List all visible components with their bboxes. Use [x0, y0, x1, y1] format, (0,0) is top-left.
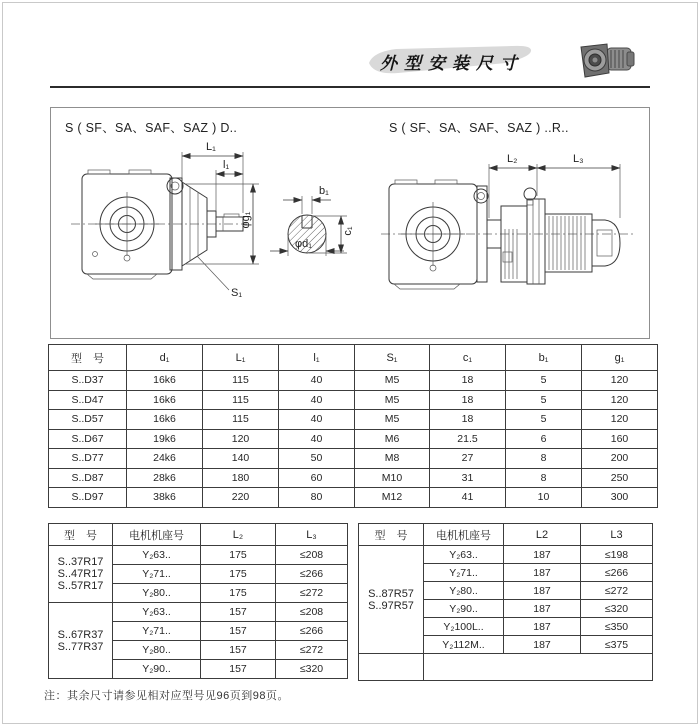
- cell: S..D67: [49, 429, 127, 449]
- cell: 180: [203, 468, 279, 488]
- column-header: 型 号: [49, 524, 113, 546]
- cell: 40: [279, 390, 355, 410]
- column-header: l₁: [279, 345, 355, 371]
- cell: 115: [203, 390, 279, 410]
- left-diagram: [57, 134, 369, 334]
- empty-row: [359, 654, 653, 681]
- page-title: 外型安装尺寸: [380, 54, 524, 73]
- cell: 157: [201, 622, 276, 641]
- cell: 175: [201, 565, 276, 584]
- cell: 187: [504, 618, 581, 636]
- column-header: L3: [581, 524, 653, 546]
- dim-label-g1: φg₁: [240, 211, 252, 229]
- dim-label-L1: L₁: [206, 141, 216, 153]
- column-header: g₁: [582, 345, 658, 371]
- right-section-title: S ( SF、SA、SAF、SAZ ) ..R..: [389, 121, 569, 135]
- cell: ≤208: [276, 546, 348, 565]
- dim-label-L3: L₃: [573, 153, 584, 165]
- cell: Y₂90..: [424, 600, 504, 618]
- cell: Y₂90..: [113, 660, 201, 679]
- cell: 157: [201, 641, 276, 660]
- column-header: 电机机座号: [424, 524, 504, 546]
- cell: 41: [430, 488, 506, 508]
- cell: 18: [430, 390, 506, 410]
- model-cell: [49, 546, 113, 603]
- cell: ≤272: [276, 641, 348, 660]
- column-header: L₂: [201, 524, 276, 546]
- motor-frame-table-left: [48, 523, 348, 679]
- cell: S..D57: [49, 410, 127, 430]
- cell: 60: [279, 468, 355, 488]
- cell: 300: [582, 488, 658, 508]
- cell: 120: [582, 371, 658, 391]
- cell: M5: [355, 390, 430, 410]
- table-row: [359, 546, 653, 564]
- model-label: S..57R17: [57, 580, 104, 592]
- cell: 175: [201, 584, 276, 603]
- column-header: S₁: [355, 345, 430, 371]
- cell: S..D47: [49, 390, 127, 410]
- model-cell: [49, 603, 113, 679]
- header-divider: [50, 86, 650, 88]
- cell: 50: [279, 449, 355, 469]
- cell: 40: [279, 429, 355, 449]
- cell: 187: [504, 564, 581, 582]
- column-header: L2: [504, 524, 581, 546]
- cell: 187: [504, 636, 581, 654]
- column-header: b₁: [506, 345, 582, 371]
- cell: M5: [355, 371, 430, 391]
- table-row: [49, 468, 658, 488]
- cell: 24k6: [127, 449, 203, 469]
- table-row: [49, 488, 658, 508]
- diagram-panel: [50, 107, 650, 339]
- column-header: L₁: [203, 345, 279, 371]
- left-section-title: S ( SF、SA、SAF、SAZ ) D..: [65, 121, 238, 135]
- main-dimension-table: [48, 344, 658, 508]
- cell: Y₂71..: [113, 622, 201, 641]
- cell: 38k6: [127, 488, 203, 508]
- table-row: [49, 429, 658, 449]
- cell: M10: [355, 468, 430, 488]
- cell: S..D77: [49, 449, 127, 469]
- gearmotor-photo: [577, 39, 637, 81]
- cell: ≤198: [581, 546, 653, 564]
- column-header: 型 号: [49, 345, 127, 371]
- cell: 16k6: [127, 390, 203, 410]
- cell: ≤375: [581, 636, 653, 654]
- cell: 21.5: [430, 429, 506, 449]
- cell: Y₂63..: [424, 546, 504, 564]
- cell: 157: [201, 603, 276, 622]
- model-label: S..67R37: [57, 628, 104, 641]
- cell: Y₂80..: [424, 582, 504, 600]
- cell: Y₂80..: [113, 584, 201, 603]
- cell: 120: [203, 429, 279, 449]
- cell: 18: [430, 371, 506, 391]
- cell: 6: [506, 429, 582, 449]
- cell: 5: [506, 390, 582, 410]
- cell: 28k6: [127, 468, 203, 488]
- footnote: 注：其余尺寸请参见相对应型号见96页到98页。: [44, 690, 289, 702]
- cell: 18: [430, 410, 506, 430]
- motor-frame-table-right: [358, 523, 653, 681]
- cell: ≤350: [581, 618, 653, 636]
- cell: M12: [355, 488, 430, 508]
- table-row: [49, 410, 658, 430]
- cell: Y₂100L..: [424, 618, 504, 636]
- cell: S..D37: [49, 371, 127, 391]
- table-row: [49, 546, 348, 565]
- cell: 5: [506, 371, 582, 391]
- model-label: S..47R17: [57, 568, 104, 580]
- cell: S..D97: [49, 488, 127, 508]
- dim-label-S1: S₁: [231, 287, 243, 299]
- cell: 16k6: [127, 371, 203, 391]
- dim-label-l1: l₁: [223, 159, 230, 171]
- cell: 220: [203, 488, 279, 508]
- column-header: d₁: [127, 345, 203, 371]
- cell: Y₂112M..: [424, 636, 504, 654]
- cell: 120: [582, 390, 658, 410]
- cell: 115: [203, 410, 279, 430]
- cell: 27: [430, 449, 506, 469]
- cell: ≤272: [276, 584, 348, 603]
- dim-label-L2: L₂: [507, 153, 518, 165]
- dim-label-b1: b₁: [319, 185, 329, 197]
- cell: 5: [506, 410, 582, 430]
- dim-label-c1: c₁: [342, 226, 354, 236]
- table-row: [49, 603, 348, 622]
- cell: ≤208: [276, 603, 348, 622]
- cell: 187: [504, 582, 581, 600]
- model-label: S..77R37: [57, 640, 104, 653]
- cell: ≤266: [276, 565, 348, 584]
- cell: 140: [203, 449, 279, 469]
- cell: [359, 654, 424, 681]
- cell: 16k6: [127, 410, 203, 430]
- dim-label-d1: φd₁: [295, 238, 312, 250]
- cell: S..D87: [49, 468, 127, 488]
- cell: 157: [201, 660, 276, 679]
- cell: M5: [355, 410, 430, 430]
- cell: 31: [430, 468, 506, 488]
- cell: 187: [504, 600, 581, 618]
- cell: 40: [279, 410, 355, 430]
- table-row: [49, 371, 658, 391]
- cell: ≤266: [276, 622, 348, 641]
- cell: Y₂63..: [113, 546, 201, 565]
- cell: 160: [582, 429, 658, 449]
- right-diagram: [377, 134, 643, 334]
- cell: 115: [203, 371, 279, 391]
- table-row: [49, 449, 658, 469]
- cell: 19k6: [127, 429, 203, 449]
- model-label: S..87R57: [368, 587, 414, 600]
- cell: Y₂71..: [113, 565, 201, 584]
- cell: 10: [506, 488, 582, 508]
- cell: 120: [582, 410, 658, 430]
- cell: Y₂71..: [424, 564, 504, 582]
- cell: Y₂63..: [113, 603, 201, 622]
- cell: Y₂80..: [113, 641, 201, 660]
- cell: M6: [355, 429, 430, 449]
- model-cell: [359, 546, 424, 654]
- page-title-banner: [366, 44, 538, 77]
- cell: 175: [201, 546, 276, 565]
- cell: ≤266: [581, 564, 653, 582]
- cell: 40: [279, 371, 355, 391]
- cell: ≤272: [581, 582, 653, 600]
- cell: 187: [504, 546, 581, 564]
- cell: [424, 654, 653, 681]
- cell: ≤320: [581, 600, 653, 618]
- cell: ≤320: [276, 660, 348, 679]
- table-row: [49, 390, 658, 410]
- cell: 200: [582, 449, 658, 469]
- cell: 80: [279, 488, 355, 508]
- cell: 8: [506, 449, 582, 469]
- model-label: S..97R57: [368, 599, 414, 612]
- column-header: c₁: [430, 345, 506, 371]
- cell: 8: [506, 468, 582, 488]
- column-header: 型 号: [359, 524, 424, 546]
- cell: 250: [582, 468, 658, 488]
- cell: M8: [355, 449, 430, 469]
- model-label: S..37R17: [57, 556, 104, 568]
- column-header: 电机机座号: [113, 524, 201, 546]
- column-header: L₃: [276, 524, 348, 546]
